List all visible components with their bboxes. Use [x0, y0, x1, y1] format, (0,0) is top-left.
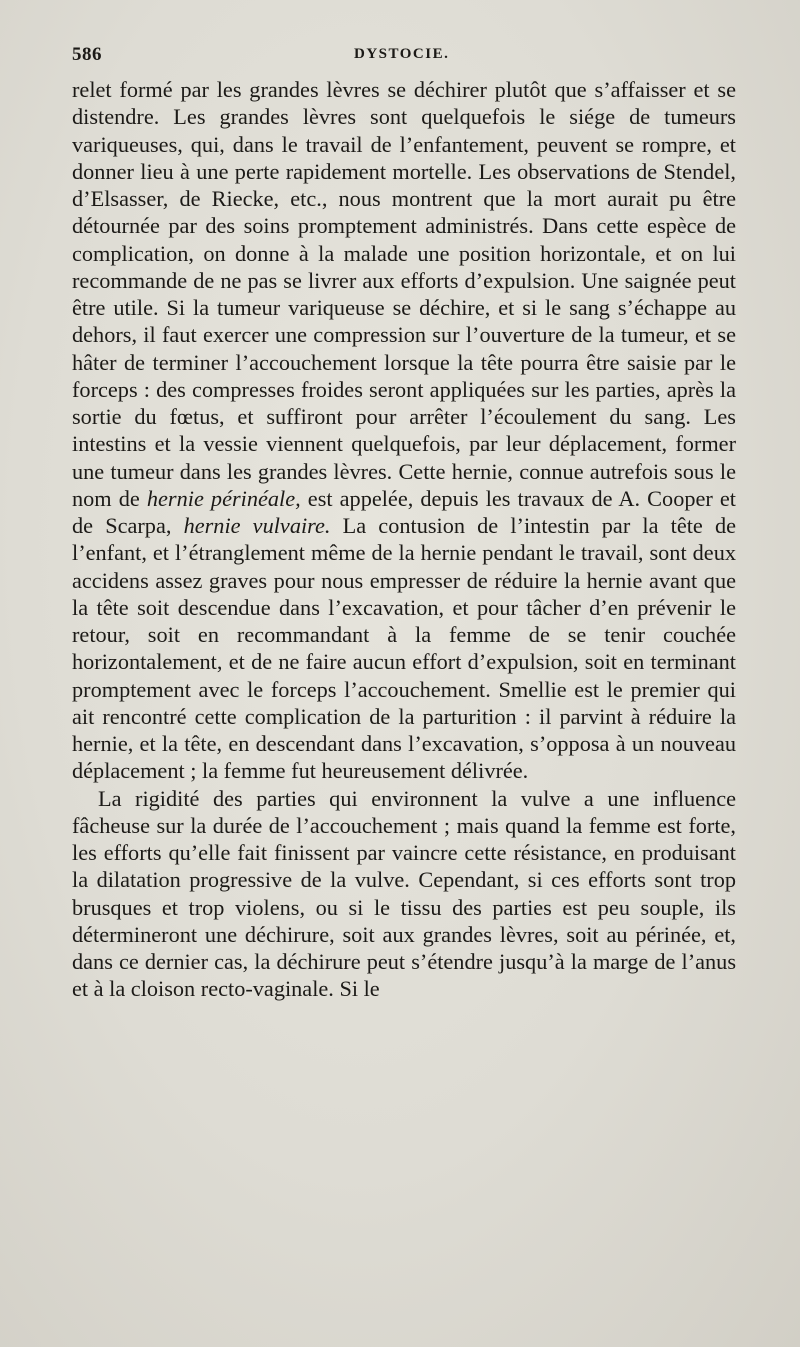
italic-term-hernie-perineale: hernie périnéale,	[146, 485, 301, 511]
text-run: La contusion de l’intestin par la tête de l’enfant, et l’étranglement même de la hernie pendant le travail, sont deux accidens assez graves pour nous empresser de réduire la hernie avant que la tête soit descendue dans l’excavation, et pour tâcher d’en prévenir le retour, soit en recommandant à la femme de se tenir couchée horizontalement, et de ne faire aucun effort d’expulsion, soit en terminant promptement avec le forceps l’accouchement. Smellie est le premier qui ait rencontré cette complication de la parturition : il parvint à réduire la hernie, et la tête, en descendant dans l’excavation, s’opposa à un nouveau déplacement ; la femme fut heureusement délivrée.	[72, 513, 736, 784]
paragraph-2	[72, 785, 736, 1003]
text-run: La rigidité des parties qui environnent la vulve a une influence fâcheuse sur la durée de l’accouchement ; mais quand la femme est forte, les efforts qu’elle fait finissent par vaincre cette résistance, en produisant la dilatation progressive de la vulve. Cependant, si ces efforts sont trop brusques et trop violens, ou si le tissu des parties est peu souple, ils détermineront une déchirure, soit aux grandes lèvres, soit au périnée, et, dans ce dernier cas, la déchirure peut s’étendre jusqu’à la marge de l’anus et à la cloison recto-vaginale. Si le	[72, 785, 736, 1002]
running-title: DYSTOCIE.	[354, 46, 450, 62]
text-run: relet formé par les grandes lèvres se déchirer plutôt que s’affaisser et se distendre. Les grandes lèvres sont quelquefois le siége de tumeurs variqueuses, qui, dans le travail de l’enfantement, peuvent se rompre, et donner lieu à une perte rapidement mortelle. Les observations de Stendel, d’Elsasser, de Riecke, etc., nous montrent que la mort aurait pu être détournée par des soins promptement administrés. Dans cette espèce de complication, on donne à la malade une position horizontale, et on lui recommande de ne pas se livrer aux efforts d’expulsion. Une saignée peut être utile. Si la tumeur variqueuse se déchire, et si le sang s’échappe au dehors, il faut exercer une compression sur l’ouverture de la tumeur, et se hâter de terminer l’accouchement lorsque la tête pourra être saisie par le forceps : des compresses froides seront appliquées sur les parties, après la sortie du fœtus, et suffiront pour arrêter l’écoulement du sang. Les intestins et la vessie viennent quelquefois, par leur déplacement, former une tumeur dans les grandes lèvres. Cette hernie, connue autrefois sous le nom de	[72, 77, 736, 511]
text-run: est appelée, depuis les travaux de A. Cooper et de Scarpa,	[72, 485, 736, 538]
paragraph-1	[72, 76, 736, 785]
page-number: 586	[72, 44, 102, 65]
italic-term-hernie-vulvaire: hernie vulvaire.	[183, 513, 331, 538]
page-header	[72, 40, 736, 76]
body-text	[72, 76, 736, 1003]
